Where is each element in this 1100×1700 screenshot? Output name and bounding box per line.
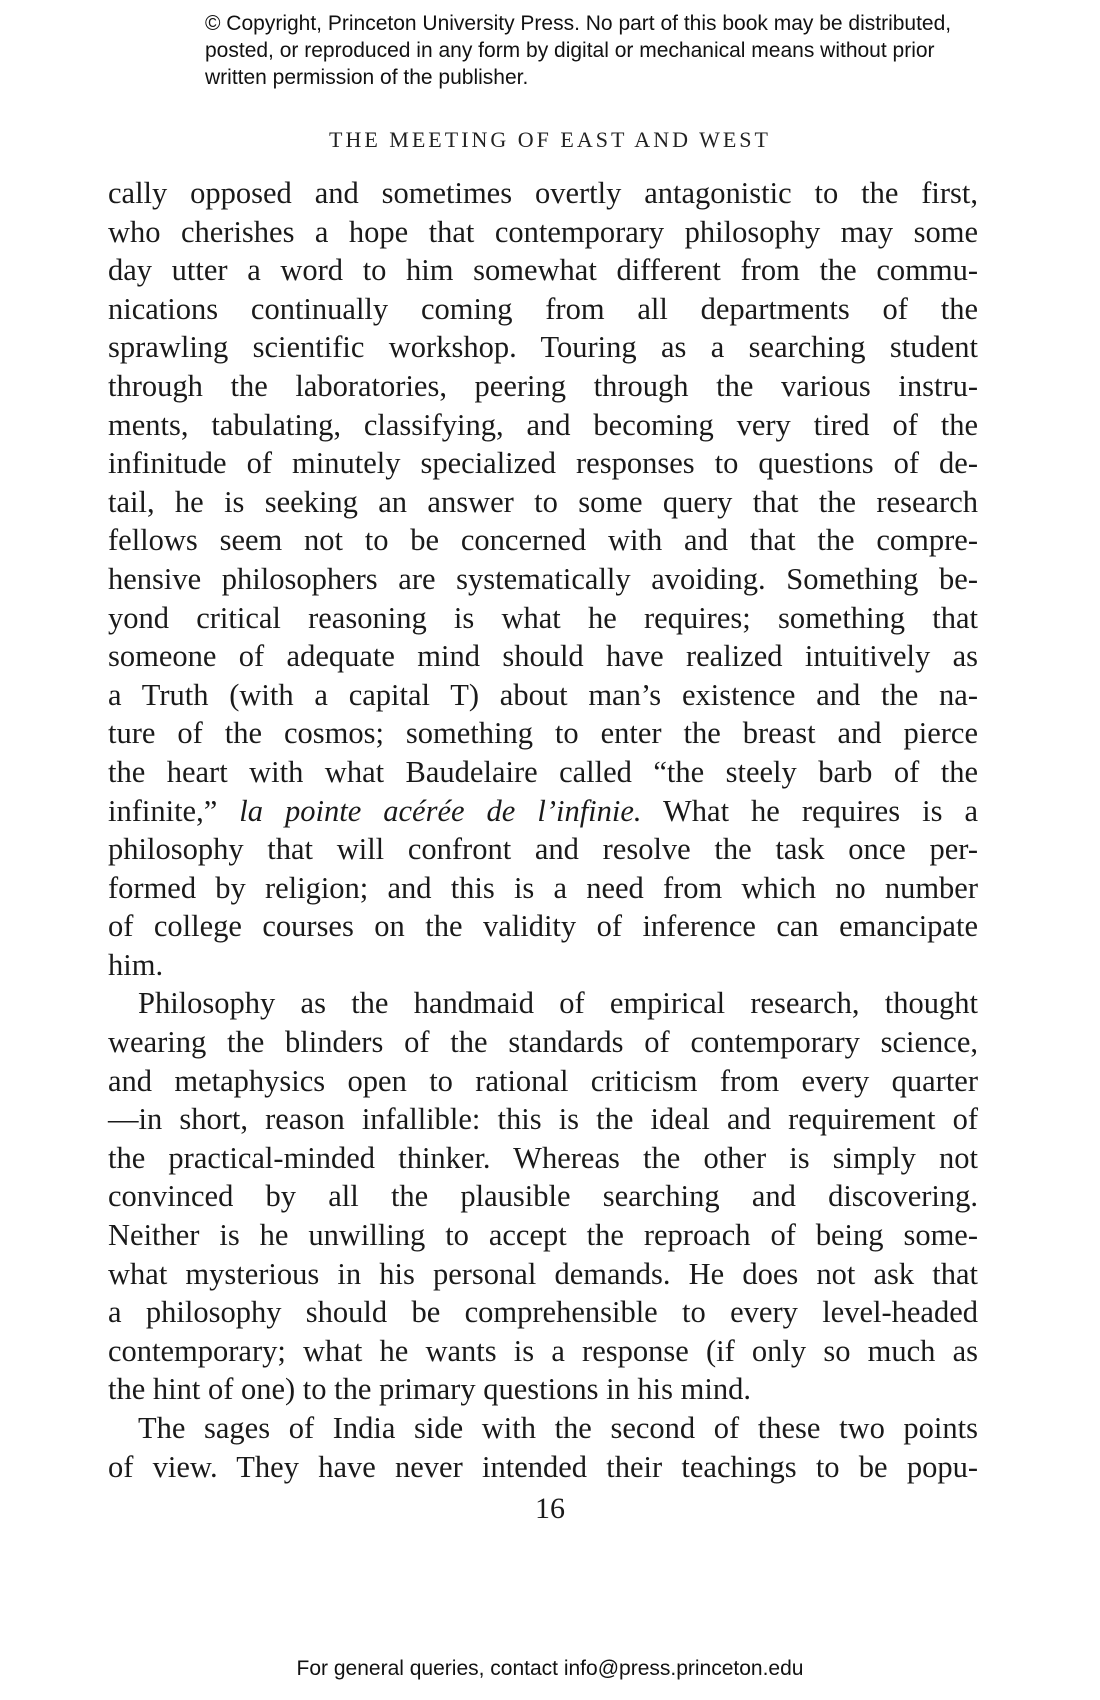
text-line: contemporary; what he wants is a response (if only so much as [108, 1333, 978, 1368]
text-line: a Truth (with a capital T) about man’s existence and the na- [108, 677, 978, 712]
footer-contact: For general queries, contact info@press.princeton.edu [296, 1657, 804, 1680]
text-line: the heart with what Baudelaire called “the steely barb of the [108, 754, 978, 789]
body-text [108, 174, 978, 1486]
text-line: tail, he is seeking an answer to some query that the research [108, 484, 978, 519]
text-line: a philosophy should be comprehensible to every level-headed [108, 1295, 978, 1330]
text-line: fellows seem not to be concerned with and that the compre- [108, 523, 978, 558]
text-line: what mysterious in his personal demands. He does not ask that [108, 1256, 978, 1291]
running-head: THE MEETING OF EAST AND WEST [329, 127, 771, 152]
text-line: yond critical reasoning is what he requires; something that [108, 600, 978, 635]
page-number: 16 [535, 1492, 565, 1525]
text-line: cally opposed and sometimes overtly antagonistic to the first, [108, 176, 978, 210]
text-line: the hint of one) to the primary questions in his mind. [108, 1372, 751, 1407]
text-line: someone of adequate mind should have realized intuitively as [108, 639, 978, 674]
text-line: philosophy that will confront and resolve the task once per- [108, 832, 978, 867]
text-line: wearing the blinders of the standards of contemporary science, [108, 1025, 978, 1060]
text-line: Philosophy as the handmaid of empirical research, thought [138, 986, 978, 1021]
text-line-with-italic [108, 792, 978, 831]
text-line: formed by religion; and this is a need from which no number [108, 870, 978, 905]
text-line: through the laboratories, peering through the various instru- [108, 368, 978, 403]
text-line: —in short, reason infallible: this is the ideal and requirement of [108, 1102, 978, 1137]
text-line: of college courses on the validity of inference can emancipate [108, 909, 978, 944]
paragraph-1 [108, 174, 978, 984]
text-line: ture of the cosmos; something to enter the breast and pierce [108, 716, 978, 751]
text-line: Neither is he unwilling to accept the reproach of being some- [108, 1218, 978, 1253]
text-line: day utter a word to him somewhat different from the commu- [108, 253, 978, 288]
text-line: ments, tabulating, classifying, and becoming very tired of the [108, 407, 978, 442]
text-line: of view. They have never intended their teachings to be popu- [108, 1449, 978, 1484]
paragraph-3 [108, 1409, 978, 1486]
text-line: who cherishes a hope that contemporary philosophy may some [108, 214, 978, 249]
text-line: nications continually coming from all departments of the [108, 291, 978, 326]
italic-quote: la pointe acérée de l’infinie. [239, 793, 642, 828]
text-line: and metaphysics open to rational criticism from every quarter [108, 1063, 978, 1098]
text-line: sprawling scientific workshop. Touring as a searching student [108, 330, 978, 365]
text-segment: What he requires is a [663, 793, 978, 828]
text-line: infinitude of minutely specialized responses to questions of de- [108, 446, 978, 481]
text-segment: infinite,” [108, 793, 218, 828]
text-line: him. [108, 947, 164, 982]
text-line: The sages of India side with the second of these two points [138, 1411, 978, 1445]
text-line: convinced by all the plausible searching and discovering. [108, 1179, 978, 1214]
paragraph-2 [108, 984, 978, 1409]
copyright-notice: © Copyright, Princeton University Press. No part of this book may be distributed, posted, or reproduced in any form by digital or mechanical means without prior written permission of the publisher. [205, 12, 952, 89]
text-line: the practical-minded thinker. Whereas the other is simply not [108, 1140, 978, 1175]
text-line: hensive philosophers are systematically avoiding. Something be- [108, 561, 978, 596]
